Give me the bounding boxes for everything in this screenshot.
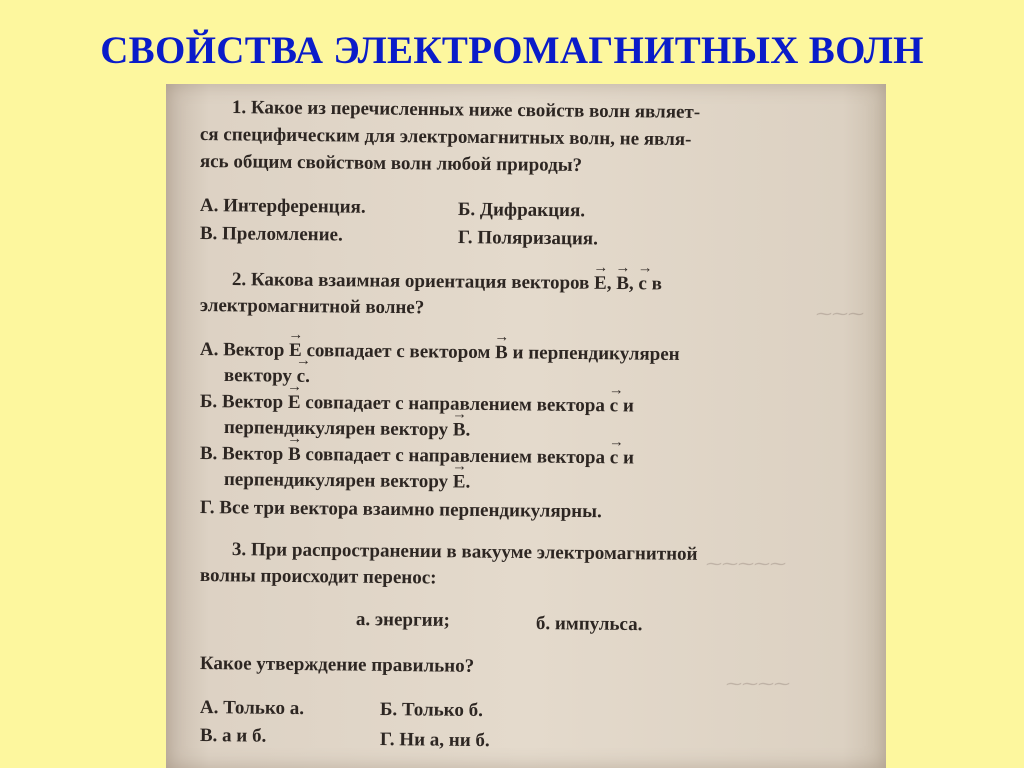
- scanned-page: [166, 84, 886, 768]
- question-1-line-1: 1. Какое из перечисленных ниже свойств волн являет-: [231, 97, 701, 123]
- question-2-option-g: Г. Все три вектора взаимно перпендикулярны.: [199, 497, 602, 523]
- question-3-item-a: а. энергии;: [355, 609, 451, 631]
- period: .: [465, 419, 471, 441]
- vector-c-symbol: → c: [610, 396, 619, 415]
- option-v-text: перпендикулярен вектору: [223, 469, 453, 493]
- vector-c-symbol: → c: [610, 448, 619, 467]
- bleed-through-text: ⁓⁓⁓: [816, 306, 864, 323]
- question-2-option-v-line-2: [224, 470, 471, 492]
- option-b-text: и: [618, 395, 634, 417]
- option-v-text: В. Вектор: [199, 443, 289, 465]
- question-3-item-b: б. импульса.: [535, 613, 643, 636]
- option-b-text: перпендикулярен вектору: [223, 417, 453, 441]
- vector-e-symbol: → E: [453, 472, 466, 491]
- question-3-line-1: 3. При распространении в вакууме электромагнитной: [231, 539, 698, 565]
- vector-c-symbol: → c: [297, 367, 306, 386]
- vector-e-symbol: → E: [594, 274, 607, 293]
- vector-e-symbol: → E: [289, 341, 302, 360]
- vector-e-symbol: → E: [288, 393, 301, 412]
- question-1-line-3: ясь общим свойством волн любой природы?: [199, 151, 583, 177]
- option-a-text: совпадает с вектором: [301, 340, 496, 364]
- comma: ,: [606, 272, 612, 294]
- question-2-suffix: в: [646, 273, 663, 295]
- question-2-line-2: электромагнитной волне?: [199, 295, 425, 319]
- question-1-option-a: А. Интерференция.: [199, 195, 366, 218]
- question-3-option-v: В. а и б.: [199, 725, 267, 747]
- bleed-through-text: ⁓⁓⁓⁓⁓: [706, 556, 786, 573]
- option-b-text: совпадает с направлением вектора: [300, 392, 610, 417]
- question-2-prefix: 2. Какова взаимная ориентация векторов: [231, 269, 595, 294]
- option-a-text: вектору: [223, 365, 297, 387]
- question-3-line-2: волны происходит перенос:: [199, 565, 437, 589]
- question-2-option-b-line-1: [200, 392, 634, 416]
- slide-title: СВОЙСТВА ЭЛЕКТРОМАГНИТНЫХ ВОЛН: [100, 29, 924, 72]
- period: .: [465, 471, 471, 493]
- scanned-page-text: [166, 84, 886, 768]
- vector-b-symbol: → B: [495, 343, 508, 362]
- option-v-text: совпадает с направлением вектора: [300, 444, 610, 469]
- vector-b-symbol: → B: [453, 420, 466, 439]
- question-1-option-v: В. Преломление.: [199, 223, 343, 246]
- question-1-option-b: Б. Дифракция.: [457, 199, 586, 222]
- question-2-line-1: [232, 270, 662, 294]
- bleed-through-text: ⁓⁓⁓⁓: [726, 676, 790, 693]
- question-3-prompt: Какое утверждение правильно?: [199, 653, 475, 677]
- question-2-option-b-line-2: [224, 418, 471, 440]
- option-v-text: и: [618, 447, 635, 469]
- period: .: [305, 365, 310, 387]
- question-3-option-g: Г. Ни а, ни б.: [379, 729, 490, 752]
- option-a-text: А. Вектор: [199, 339, 290, 361]
- question-1-option-g: Г. Поляризация.: [457, 227, 599, 250]
- question-2-option-a-line-1: [200, 340, 680, 364]
- question-3-option-a: А. Только а.: [199, 697, 305, 720]
- question-2-option-v-line-1: [200, 444, 634, 468]
- option-a-text: и перпендикулярен: [507, 342, 680, 366]
- vector-b-symbol: → B: [288, 445, 301, 464]
- vector-c-symbol: → c: [638, 274, 647, 293]
- option-b-text: Б. Вектор: [199, 391, 289, 413]
- question-1-line-2: ся специфическим для электромагнитных волн, не явля-: [199, 124, 692, 151]
- vector-b-symbol: → B: [616, 274, 629, 293]
- comma: ,: [628, 273, 634, 295]
- question-3-option-b: Б. Только б.: [379, 699, 484, 722]
